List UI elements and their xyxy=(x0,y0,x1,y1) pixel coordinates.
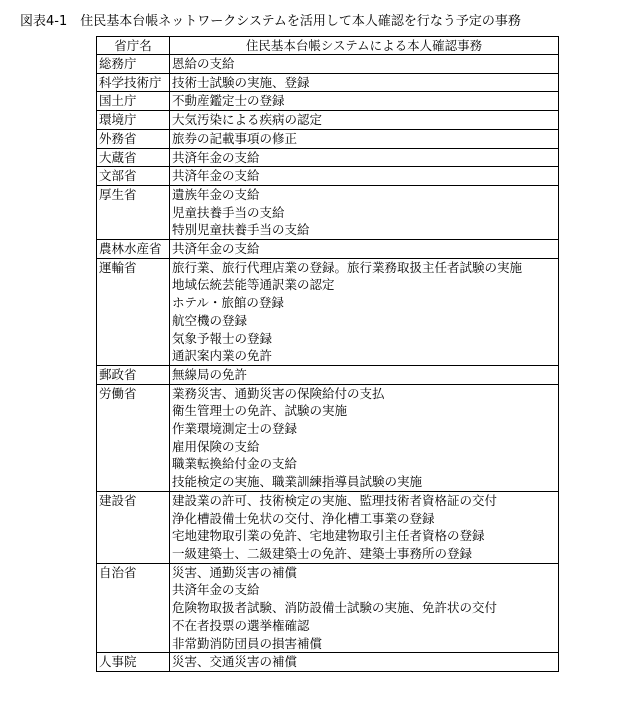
task-item: ホテル・旅館の登録 xyxy=(172,295,284,311)
table-row xyxy=(97,148,559,167)
agency-name: 大蔵省 xyxy=(97,148,170,167)
task-list xyxy=(170,653,559,672)
table-row xyxy=(97,384,559,491)
task-item: 大気汚染による疾病の認定 xyxy=(172,112,323,128)
table-row xyxy=(97,73,559,92)
task-item: 共済年金の支給 xyxy=(172,168,260,184)
figure-caption: 図表4-1 住民基本台帳ネットワークシステムを活用して本人確認を行なう予定の事務 xyxy=(20,14,521,29)
task-item: 不在者投票の選挙権確認 xyxy=(172,617,310,633)
task-item: 遺族年金の支給 xyxy=(172,186,260,202)
table-row xyxy=(97,129,559,148)
task-item: 宅地建物取引業の免許、宅地建物取引主任者資格の登録 xyxy=(172,528,485,544)
task-item: 共済年金の支給 xyxy=(172,241,260,257)
task-item: 建設業の許可、技術検定の実施、監理技術者資格証の交付 xyxy=(172,492,498,508)
task-item: 航空機の登録 xyxy=(172,312,248,328)
task-item: 通訳案内業の免許 xyxy=(172,348,273,364)
task-item: 旅券の記載事項の修正 xyxy=(172,130,298,146)
agency-name: 建設省 xyxy=(97,491,170,563)
agency-name: 運輸省 xyxy=(97,258,170,365)
task-item: 旅行業、旅行代理店業の登録。旅行業務取扱主任者試験の実施 xyxy=(172,259,523,275)
agency-column-header: 省庁名 xyxy=(97,37,170,55)
table-row xyxy=(97,491,559,563)
task-item: 児童扶養手当の支給 xyxy=(172,204,285,220)
agency-name: 総務庁 xyxy=(97,55,170,74)
task-list xyxy=(170,111,559,130)
task-item: 災害、交通災害の補償 xyxy=(172,654,298,670)
task-item: 雇用保険の支給 xyxy=(172,438,260,454)
task-item: 非常勤消防団員の損害補償 xyxy=(172,635,323,651)
table-row xyxy=(97,92,559,111)
table-body xyxy=(97,55,559,672)
agency-name: 外務省 xyxy=(97,129,170,148)
agency-name: 文部省 xyxy=(97,167,170,186)
task-item: 特別児童扶養手当の支給 xyxy=(172,222,310,238)
agency-name: 国土庁 xyxy=(97,92,170,111)
agency-name: 科学技術庁 xyxy=(97,73,170,92)
task-item: 危険物取扱者試験、消防設備士試験の実施、免許状の交付 xyxy=(172,600,498,616)
task-item: 災害、通勤災害の補償 xyxy=(172,564,298,580)
task-item: 不動産鑑定士の登録 xyxy=(172,93,285,109)
table-row xyxy=(97,111,559,130)
table-row xyxy=(97,185,559,239)
task-list xyxy=(170,148,559,167)
table-row xyxy=(97,55,559,74)
task-list xyxy=(170,240,559,259)
table-row xyxy=(97,240,559,259)
task-item: 技能検定の実施、職業訓練指導員試験の実施 xyxy=(172,474,423,490)
task-item: 共済年金の支給 xyxy=(172,582,260,598)
agency-name: 郵政省 xyxy=(97,365,170,384)
agency-name: 環境庁 xyxy=(97,111,170,130)
table-row xyxy=(97,365,559,384)
table-row xyxy=(97,167,559,186)
tasks-column-header: 住民基本台帳システムによる本人確認事務 xyxy=(170,37,559,55)
agency-name: 人事院 xyxy=(97,653,170,672)
task-list xyxy=(170,92,559,111)
task-item: 地域伝統芸能等通訳業の認定 xyxy=(172,277,335,293)
task-item: 一級建築士、二級建築士の免許、建築士事務所の登録 xyxy=(172,545,473,561)
task-item: 気象予報士の登録 xyxy=(172,330,273,346)
task-list xyxy=(170,129,559,148)
task-item: 職業転換給付金の支給 xyxy=(172,456,298,472)
task-item: 業務災害、通勤災害の保険給付の支払 xyxy=(172,385,385,401)
agency-task-table xyxy=(96,36,559,672)
table-header-row xyxy=(97,37,559,55)
task-item: 衛生管理士の免許、試験の実施 xyxy=(172,403,348,419)
task-list xyxy=(170,491,559,563)
task-list xyxy=(170,55,559,74)
task-item: 浄化槽設備士免状の交付、浄化槽工事業の登録 xyxy=(172,510,435,526)
task-item: 無線局の免許 xyxy=(172,366,248,382)
task-list xyxy=(170,365,559,384)
agency-name: 厚生省 xyxy=(97,185,170,239)
task-item: 恩給の支給 xyxy=(172,56,235,71)
task-list xyxy=(170,185,559,239)
agency-name: 農林水産省 xyxy=(97,240,170,259)
table-row xyxy=(97,563,559,653)
agency-name: 労働省 xyxy=(97,384,170,491)
table-row xyxy=(97,653,559,672)
task-list xyxy=(170,258,559,365)
task-list xyxy=(170,384,559,491)
task-list xyxy=(170,167,559,186)
task-item: 作業環境測定士の登録 xyxy=(172,421,298,437)
task-item: 技術士試験の実施、登録 xyxy=(172,74,310,90)
task-list xyxy=(170,563,559,653)
table-row xyxy=(97,258,559,365)
agency-name: 自治省 xyxy=(97,563,170,653)
task-item: 共済年金の支給 xyxy=(172,149,260,165)
task-list xyxy=(170,73,559,92)
